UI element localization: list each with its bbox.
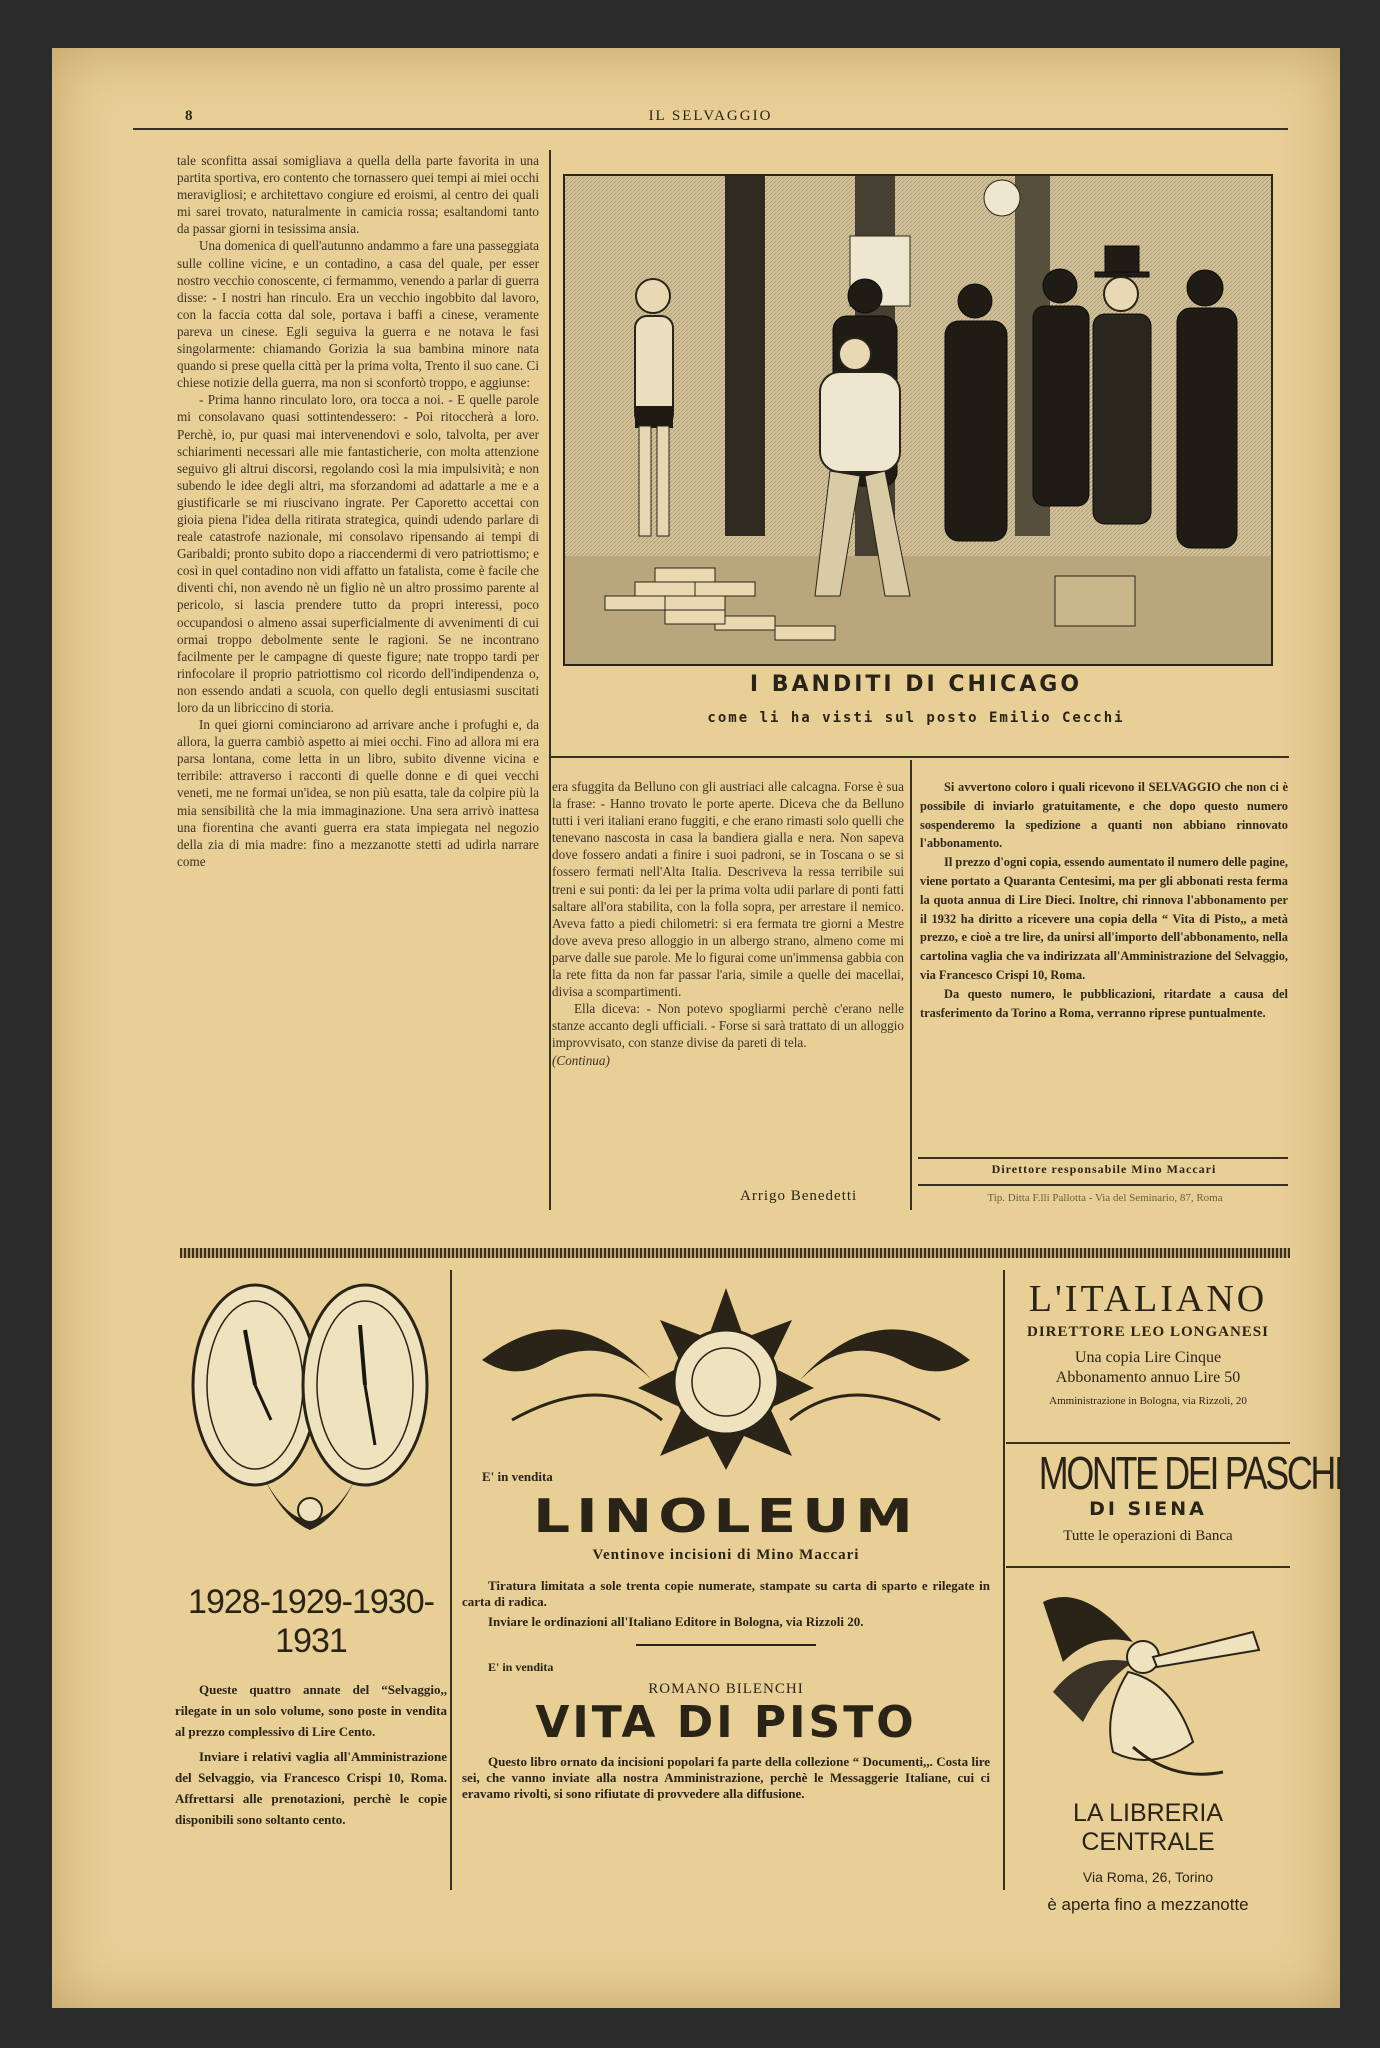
- linoleum-body-2: Inviare le ordinazioni all'Italiano Editore in Bologna, via Rizzoli 20.: [488, 1614, 864, 1629]
- ornament-star-icon: [452, 1270, 1000, 1470]
- illustration-caption-sub: come li ha visti sul posto Emilio Cecchi: [707, 710, 1125, 726]
- angel-trumpet-icon: [1023, 1572, 1273, 1792]
- article-column-1: [177, 152, 539, 1207]
- ad-divider: [1006, 1566, 1290, 1568]
- paragraph: tale sconfitta assai somigliava a quella della parte favorita in una partita sportiva, ero contento che tornassero quei tempi ai miei occhi meravigliosi; e architettavo congiure ed eroismi, al centro dei quali mi sarei trovato, naturalmente in camicia rossa; esaltandomi tanto da passar giorni in tesissima ansia.: [177, 153, 539, 237]
- italiano-director: DIRETTORE LEO LONGANESI: [1027, 1324, 1269, 1340]
- notice-paragraph: Il prezzo d'ogni copia, essendo aumentato il numero delle pagine, viene portato a Quaranta Centesimi, ma per gli abbonati resta ferma la quota annua di Lire Dieci. Inoltre, chi rinnova l'abbonamento per il 1932 ha diritto a ricevere una copia della “ Vita di Pisto,, a metà prezzo, e cioè a tre lire, da unirsi all'importo dell'abbonamento, nella cartolina vaglia che va indirizzata all'Amministrazione del Selvaggio, via Francesco Crispi 10, Roma.: [920, 855, 1288, 982]
- clocks-illustration: [175, 1270, 447, 1560]
- monte-text: Tutte le operazioni di Banca: [1063, 1528, 1233, 1544]
- linoleum-subtitle: Ventinove incisioni di Mino Maccari: [592, 1547, 860, 1563]
- printer-credit: Tip. Ditta F.lli Pallotta - Via del Seminario, 87, Roma: [987, 1192, 1223, 1204]
- paragraph: era sfuggita da Belluno con gli austriaci alle calcagna. Forse è sua la frase: - Hanno trovato le porte aperte. Diceva che da Belluno tutti i veri italiani erano fuggiti, e che erano rimasti solo quelli che tenevano nascosta in casa la bandiera gialla e nera. Non sapeva dove fossero andati a finire i suoi padroni, se in Toscana o se si fossero fermati nell'Alta Italia. Descriveva la ressa terribile sui treni e sui ponti: da lei per la prima volta udii parlare di ponti fatti saltare all'ora stabilita, con la folla sopra, per arrestare il nemico. Aveva fatto a piedi chilometri: si era fermata tre giorni a Mestre dove aveva preso alloggio in un albergo strano, almeno come mi parve dalle sue parole. Me lo figurai come un'immensa gabbia con la rete fitta da non far passar l'aria, simile a quelle dei macellai, divisa a scompartimenti.: [552, 779, 904, 1000]
- bilenchi-author: ROMANO BILENCHI: [648, 1681, 804, 1697]
- italiano-title: L'ITALIANO: [1028, 1278, 1268, 1320]
- ad-annate: [175, 1270, 447, 1890]
- column-divider: [910, 760, 912, 1210]
- ad-monte-paschi: [1008, 1447, 1342, 1545]
- notice-paragraph: Si avvertono coloro i quali ricevono il SELVAGGIO che non ci è possibile di inviarlo gratuitamente, e che dopo questo numero sospenderemo la spedizione a quanti non abbiano rinnovato l'abbonamento.: [920, 780, 1288, 851]
- vita-di-pisto-body: Questo libro ornato da incisioni popolari fa parte della collezione “ Documenti,,. Costa lire sei, che vanno inviate alla nostra Amministrazione, perchè le Messaggerie Italiane, cui ci eravamo rivolti, si sono rifiutate di provvedere alla diffusione.: [462, 1754, 990, 1801]
- in-vendita-label-2: E' in vendita: [488, 1660, 554, 1674]
- years-text-1: Queste quattro annate del “Selvaggio,, rilegate in un solo volume, sono poste in vendita al prezzo complessivo di Lire Cento.: [175, 1682, 447, 1739]
- engraving-image: [565, 176, 1271, 664]
- continua-label: (Continua): [552, 1052, 610, 1068]
- ad-linoleum: [452, 1270, 1000, 1890]
- ad-divider: [1003, 1270, 1005, 1890]
- illustration-caption-title: I BANDITI DI CHICAGO: [749, 672, 1083, 697]
- subscription-notice: [920, 778, 1288, 1022]
- monte-subtitle: DI SIENA: [1089, 1498, 1207, 1520]
- monte-title: MONTE DEI PASCHI: [1038, 1447, 1342, 1499]
- paragraph: Una domenica di quell'autunno andammo a fare una passeggiata sulle colline vicine, e un contadino, a casa del quale, per esser nostro vecchio conoscente, ci fermammo, venendo a parlar di guerra disse: - I nostri han rinculo. Era un vecchio ingobbito dal lavoro, con la faccia cotta dal sole, portava i baffi a cinese, veramente pareva un cinese. Egli seguiva la guerra e ne notava le fasi singolarmente: chiamando Gorizia la sua bambina minore nata quando si prese quella città per la prima volta, Trento il suo cane. Ci chiese notizie della guerra, ma non si sconfortò troppo, e aggiunse:: [177, 238, 539, 391]
- vita-di-pisto-title: VITA DI PISTO: [535, 1697, 917, 1748]
- paragraph: In quei giorni cominciarono ad arrivare anche i profughi e, da allora, la guerra cambiò aspetto ai miei occhi. Fino ad allora mi era parsa lontana, come letta in un libro, subito divenne vicina e terribile: attraverso i racconti di quelle donne e di quei vecchi veneti, me ne formai un'idea, se non più esatta, tale da colpire più la mia sensibilità che la mia immaginazione. Una sera arrivò inattesa una fiorentina che avanti guerra era stata impiegata nel negozio della zia di mia madre: fino a mezzanotte stetti ad udirla narrare come: [177, 717, 539, 869]
- years-text-2: Inviare i relativi vaglia all'Amministrazione del Selvaggio, via Francesco Crispi 10, Roma. Affrettarsi alle prenotazioni, perchè le copie disponibili sono soltanto cento.: [175, 1749, 447, 1827]
- notice-paragraph: Da questo numero, le pubblicazioni, ritardate a causa del trasferimento da Torino a Roma, verranno riprese puntualmente.: [920, 986, 1288, 1020]
- years-title: 1928-1929-1930-1931: [188, 1583, 434, 1660]
- section-divider: [549, 756, 1289, 758]
- italiano-subscription: Abbonamento annuo Lire 50: [1055, 1369, 1241, 1386]
- newspaper-title: IL SELVAGGIO: [648, 108, 773, 124]
- page-number: 8: [185, 108, 195, 124]
- page-header: [133, 108, 1288, 130]
- italiano-copy-price: Una copia Lire Cinque: [1074, 1349, 1222, 1366]
- ad-italiano: [1008, 1278, 1288, 1407]
- linoleum-body-1: Tiratura limitata a sole trenta copie numerate, stampate su carta di sparto e rilegate in carta di radica.: [462, 1578, 990, 1609]
- italiano-admin: Amministrazione in Bologna, via Rizzoli, 20: [1049, 1395, 1247, 1407]
- advertising-band-border: [180, 1248, 1290, 1258]
- libreria-hours: è aperta fino a mezzanotte: [1047, 1895, 1249, 1914]
- article-column-2: [552, 778, 904, 1183]
- linoleum-title: LINOLEUM: [533, 1488, 919, 1544]
- divider: [918, 1184, 1288, 1186]
- paragraph: - Prima hanno rinculato loro, ora tocca a noi. - E quelle parole mi consolavano quasi sottintendessero: - Poi ritoccherà a loro. Perchè, io, pur quasi mai intervenendovi e solo, talvolta, per aver schiarimenti necessari alle mie fantasticherie, con molta attenzione seguivo gli altrui discorsi, regolando così la mia impulsività; e non subendo le idee degli altri, ma sforzandomi ad adattarle a me e a giustificarle se mi riuscivano ingrate. Per Caporetto accettai con gioia piena l'idea della ritirata strategica, quindi udendo parlare di reale catastrofe nazionale, mi consolavo ripensando ai tempi di Garibaldi; pronto subito dopo a riaccendermi di vero patriottismo; e così in quel contadino non vidi affatto un fatalista, come è facile che diventi chi, non avendo nè un figlio nè un altro prossimo parente al pericolo, si lascia prendere tutto da propri interessi, poco occupandosi o almeno assai superficialmente di avvenimenti di cui ormai troppo debolmente sente le ragioni. Se ne incontrano facilmente per le campagne di queste figure; nate troppo tardi per rinfocolare il proprio patriottismo col ricordo dell'indipendenza o, non essendo andati a scuola, con quello degli entusiasmi suscitati loro da un libriccino di storia.: [177, 392, 539, 715]
- libreria-title: LA LIBRERIA CENTRALE: [1072, 1799, 1224, 1856]
- ornament-rule: [636, 1644, 816, 1646]
- ad-divider: [1006, 1442, 1290, 1444]
- column-divider: [549, 150, 551, 1210]
- director-credit: Direttore responsabile Mino Maccari: [991, 1162, 1217, 1176]
- paragraph: Ella diceva: - Non potevo spogliarmi perchè c'erano nelle stanze accanto degli ufficiali. - Forse si sarà trattato di un alloggio improvvisato, con stanze divise da pareti di tela.: [552, 1001, 904, 1051]
- illustration-banditi: [563, 174, 1273, 666]
- article-author: Arrigo Benedetti: [740, 1188, 858, 1204]
- divider: [918, 1157, 1288, 1159]
- in-vendita-label: E' in vendita: [482, 1469, 553, 1484]
- libreria-address: Via Roma, 26, Torino: [1082, 1869, 1214, 1885]
- ad-libreria-centrale: [1008, 1572, 1288, 1915]
